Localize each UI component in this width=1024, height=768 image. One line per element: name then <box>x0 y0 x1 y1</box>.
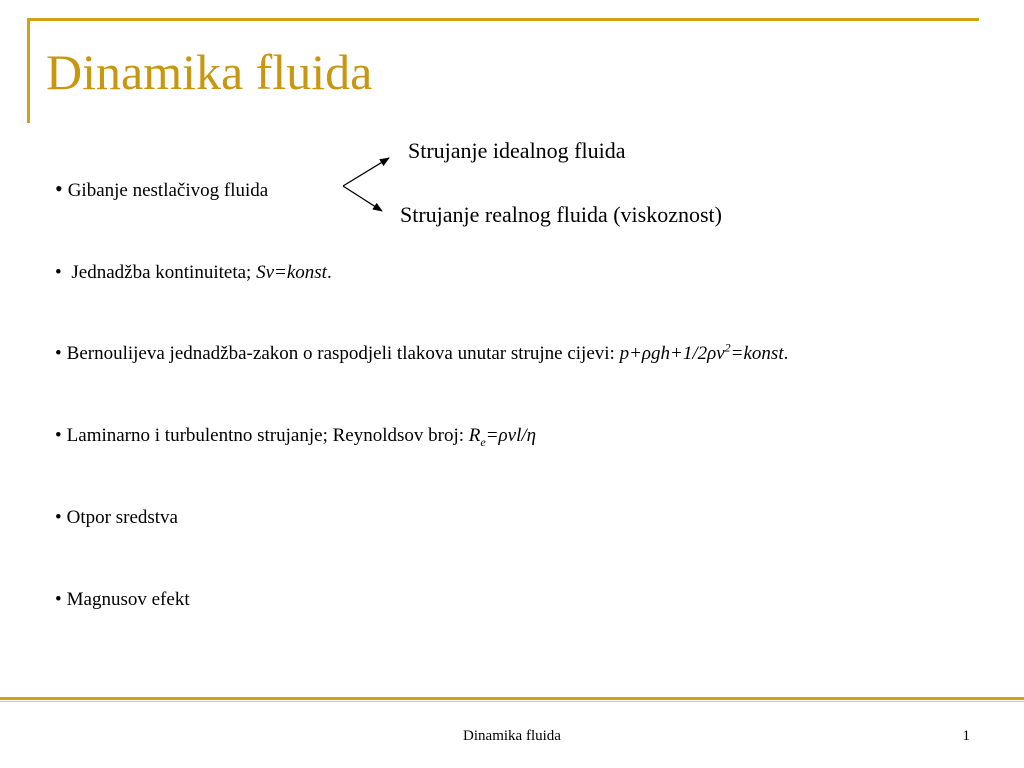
branch-arrows <box>335 150 395 220</box>
page-number: 1 <box>962 728 970 744</box>
bullet-period: . <box>783 343 789 364</box>
footer-divider-thin <box>0 701 1024 702</box>
bullet-dot: • <box>55 425 62 446</box>
continuity-formula: Sv=konst <box>256 262 327 283</box>
arrow-to-ideal <box>343 158 389 186</box>
bernoulli-formula-b: =konst <box>730 343 784 364</box>
bullet-dot: • <box>55 262 62 283</box>
bullet-bernoulli <box>55 342 788 366</box>
branch-real-flow: Strujanje realnog fluida (viskoznost) <box>400 202 722 227</box>
bullet-reynolds <box>55 424 536 448</box>
bullet-text: Jednadžba kontinuiteta; <box>66 262 257 283</box>
bullet-dot: • <box>55 589 62 610</box>
footer-title: Dinamika fluida <box>463 728 561 744</box>
bernoulli-formula-sup: 2 <box>724 340 731 355</box>
bullet-text: Magnusov efekt <box>66 589 190 610</box>
bullet-text: Gibanje nestlačivog fluida <box>67 180 269 201</box>
bullet-drag <box>55 506 178 530</box>
bullet-dot: • <box>55 176 63 201</box>
title-frame-top <box>27 18 979 21</box>
bullet-text: Otpor sredstva <box>66 507 178 528</box>
bernoulli-formula-a: p+ρgh+1/2ρv <box>619 343 725 364</box>
title-frame-left <box>27 18 30 123</box>
footer-divider <box>0 697 1024 700</box>
branch-ideal-flow: Strujanje idealnog fluida <box>408 138 626 163</box>
bullet-dot: • <box>55 507 62 528</box>
bullet-dot: • <box>55 343 62 364</box>
bullet-text: Laminarno i turbulentno strujanje; Reynoldsov broj: <box>66 425 469 446</box>
bullet-text: Bernoulijeva jednadžba-zakon o raspodjeli tlakova unutar strujne cijevi: <box>66 343 620 364</box>
arrow-to-real <box>343 186 382 211</box>
bullet-incompressible-flow <box>55 177 268 203</box>
bullet-period: . <box>326 262 332 283</box>
reynolds-subscript: e <box>480 434 486 449</box>
bullet-magnus <box>55 588 190 612</box>
reynolds-formula: =ρvl/η <box>485 425 537 446</box>
reynolds-symbol: R <box>468 425 481 446</box>
bullet-continuity <box>55 261 332 285</box>
slide-title: Dinamika fluida <box>46 44 373 100</box>
